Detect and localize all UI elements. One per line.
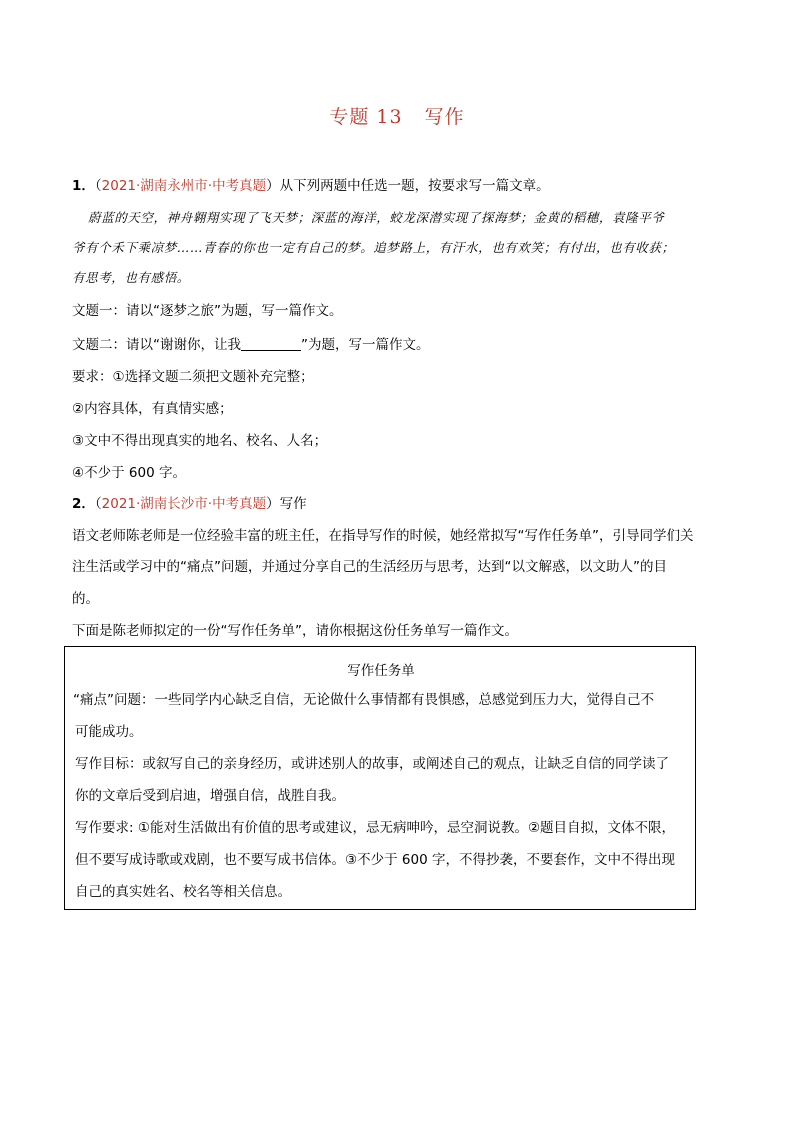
requirement-head: 要求：①选择文题二须把文题补充完整； xyxy=(72,369,314,385)
paragraph-line: 语文老师陈老师是一位经验丰富的班主任，在指导写作的时候，她经常拟写“写作任务单”，引导同学们关 xyxy=(72,528,694,544)
question-instruction: 写作 xyxy=(279,496,307,512)
poem-line: 蔚蓝的天空，神舟翱翔实现了飞天梦；深蓝的海洋，蛟龙深潜实现了探海梦；金黄的稻穗，袁隆平爷 xyxy=(88,210,665,225)
question-2-header xyxy=(72,494,307,514)
page-title xyxy=(0,102,794,129)
paragraph-line: 注生活或学习中的“痛点”问题，并通过分享自己的生活经历与思考，达到“以文解惑，以文助人”的目 xyxy=(72,559,667,575)
task-sheet-line: 但不要写成诗歌或戏剧，也不要写成书信体。③不少于 600 字，不得抄袭，不要套作，文中不得出现 xyxy=(75,852,675,868)
topic-one: 文题一：请以“逐梦之旅”为题，写一篇作文。 xyxy=(72,303,343,319)
source-bracket-close: ） xyxy=(266,178,280,194)
requirement-item: ④不少于 600 字。 xyxy=(72,465,186,481)
intro-line: 下面是陈老师拟定的一份“写作任务单”，请你根据这份任务单写一篇作文。 xyxy=(72,623,518,639)
question-source: 2021·湖南永州市·中考真题 xyxy=(101,178,267,194)
topic-two-prefix: 文题二：请以“谢谢你，让我 xyxy=(72,337,241,353)
task-sheet-title: 写作任务单 xyxy=(347,663,415,679)
question-source: 2021·湖南长沙市·中考真题 xyxy=(101,496,267,512)
question-number: 2． xyxy=(72,496,95,512)
requirement-item: ③文中不得出现真实的地名、校名、人名； xyxy=(72,433,328,449)
source-bracket-close: ） xyxy=(266,496,280,512)
fill-in-blank xyxy=(241,336,301,351)
question-1-header xyxy=(72,176,550,196)
topic-two xyxy=(72,335,430,355)
paragraph-line: 的。 xyxy=(72,591,99,607)
task-sheet-line: 写作要求: ①能对生活做出有价值的思考或建议，忌无病呻吟，忌空洞说教。②题目自拟，文体不限， xyxy=(75,820,676,836)
topic-two-suffix: ”为题，写一篇作文。 xyxy=(301,337,430,353)
requirement-item: ②内容具体，有真情实感； xyxy=(72,401,233,417)
title-topic-name: 写作 xyxy=(424,106,465,128)
source-bracket-open: （ xyxy=(94,178,102,194)
question-instruction: 从下列两题中任选一题，按要求写一篇文章。 xyxy=(279,178,550,194)
poem-line: 有思考，也有感悟。 xyxy=(72,270,190,285)
poem-line: 爷有个禾下乘凉梦……青春的你也一定有自己的梦。追梦路上，有汗水，也有欢笑；有付出，也有收获； xyxy=(72,240,675,255)
question-number: 1． xyxy=(72,178,95,194)
writing-task-sheet xyxy=(64,646,696,910)
task-sheet-line: 自己的真实姓名、校名等相关信息。 xyxy=(75,884,291,900)
task-sheet-line: “痛点”问题：一些同学内心缺乏自信，无论做什么事情都有畏惧感，总感觉到压力大，觉得自己不 xyxy=(73,692,654,708)
task-sheet-line: 写作目标：或叙写自己的亲身经历，或讲述别人的故事，或阐述自己的观点，让缺乏自信的同学读了 xyxy=(75,756,669,772)
task-sheet-line: 你的文章后受到启迪，增强自信，战胜自我。 xyxy=(75,788,345,804)
source-bracket-open: （ xyxy=(94,496,102,512)
title-topic-number: 专题 13 xyxy=(329,106,403,128)
task-sheet-line: 可能成功。 xyxy=(75,724,143,740)
